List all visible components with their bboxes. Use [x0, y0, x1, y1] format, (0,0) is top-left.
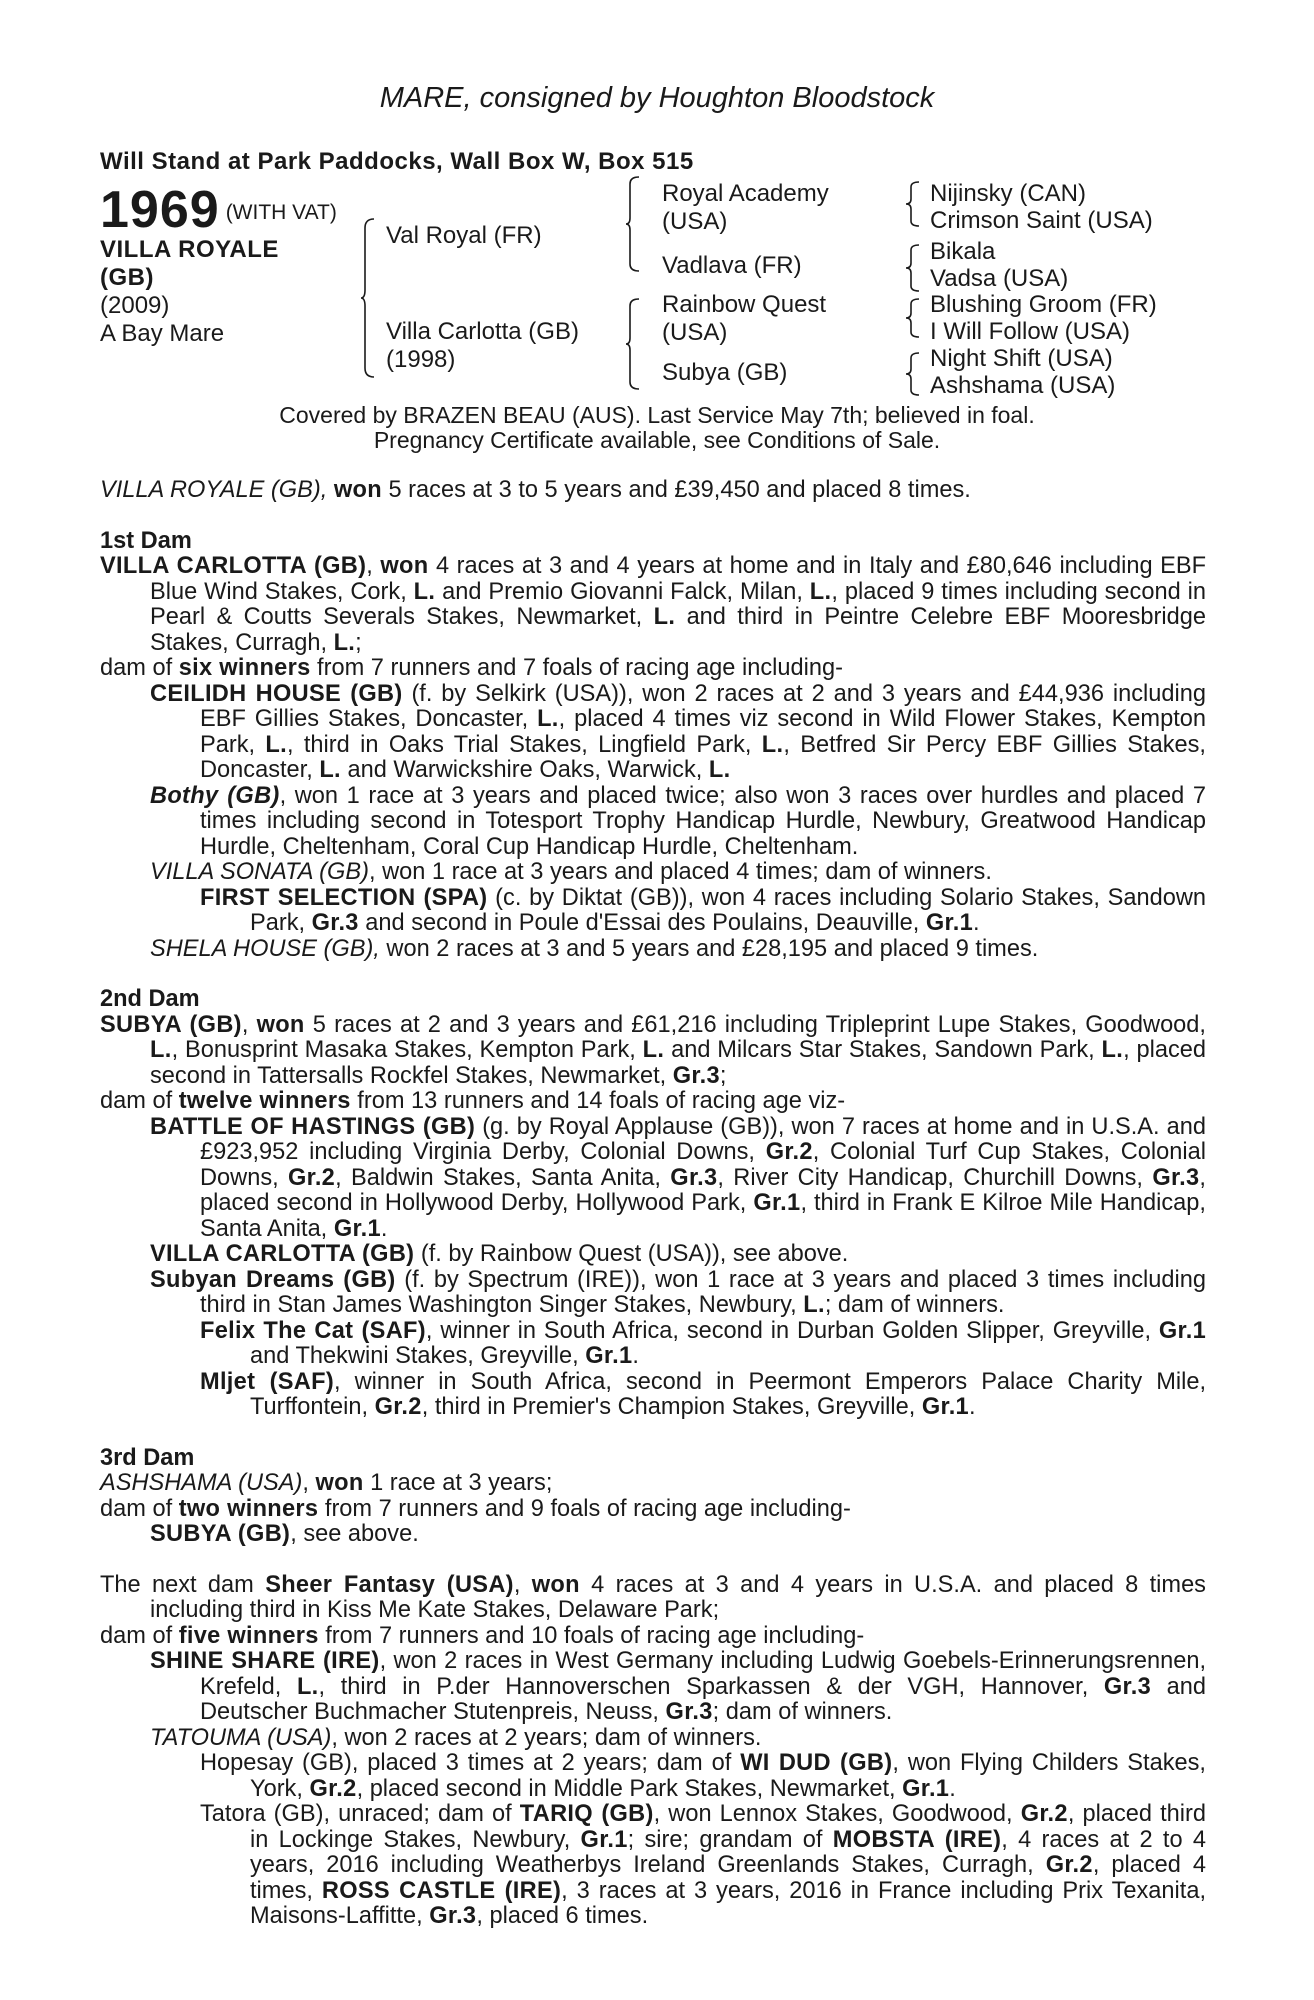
pedigree-sire-sire	[662, 180, 829, 236]
nextdam-grandprogeny-2	[100, 1802, 1206, 1930]
group-mark: Gr.2	[309, 1775, 357, 1802]
pedigree-ds-name: Rainbow Quest	[662, 291, 827, 318]
pedigree-dss: Blushing Groom (FR)	[930, 291, 1157, 318]
dam3-comma: ,	[302, 1470, 316, 1496]
pedigree-ssd: Crimson Saint (USA)	[930, 207, 1153, 234]
progeny-text-d: ; dam of winners.	[712, 1699, 893, 1725]
dam1-text-d: and third in Peintre Celebre EBF Mooresbridge Stakes, Curragh,	[150, 604, 1206, 656]
pedigree-dam-name: Villa Carlotta (GB)	[386, 318, 579, 345]
horse-name: VILLA ROYALE	[100, 236, 279, 263]
dam2-paragraph	[100, 1013, 1206, 1090]
group-mark: Gr.1	[585, 1343, 633, 1369]
nextdam-dam-of	[100, 1624, 1206, 1650]
pedigree-brace-ds	[905, 298, 921, 338]
dam2-dam-of	[100, 1089, 1206, 1115]
progeny-text-e: , 4 races at 2 to 4 years, 2016 including Weatherbys Ireland Greenlands Stakes, Curragh,	[250, 1826, 1206, 1878]
group-mark: Gr.3	[665, 1699, 713, 1725]
pedigree-brace-dd	[905, 352, 921, 396]
pedigree-ds-country: (USA)	[662, 319, 728, 346]
catalogue-body	[100, 478, 1206, 1930]
progeny-text-e: , placed second in Hollywood Derby, Hollywood Park,	[200, 1164, 1206, 1216]
dam1-listed-3: L.	[653, 604, 676, 630]
dam3-won: won	[315, 1470, 364, 1496]
progeny-text-a: , winner in South Africa, second in Peermont Emperors Palace Charity Mile, Turffontein,	[250, 1368, 1207, 1420]
progeny-text-b: , placed 4 times viz second in Wild Flower Stakes, Kempton Park,	[200, 706, 1207, 758]
dam3-progeny-1	[100, 1522, 1206, 1548]
progeny-name: Subyan Dreams (GB)	[150, 1266, 396, 1293]
dam2-text-b: , Bonusprint Masaka Stakes, Kempton Park,	[171, 1037, 643, 1063]
pedigree-ddd: Ashshama (USA)	[930, 372, 1116, 399]
nextdam-text-a: 4 races at 3 and 4 years in U.S.A. and placed 8 times including third in Kiss Me Kate Stakes, Delaware Park;	[150, 1571, 1206, 1623]
progeny-text-a: , won 1 race at 3 years and placed twice; also won 3 races over hurdles and placed 7 times including second in Totesport Trophy Handicap Hurdle, Newbury, Greatwood Handicap Hurdle, Cheltenham, Coral Cup Handicap Hurdle, Cheltenham.	[200, 782, 1206, 860]
listed-mark: L.	[642, 1037, 665, 1063]
dam1-grandprogeny-1	[100, 886, 1206, 937]
intro-won: won	[333, 477, 382, 503]
progeny-name: VILLA SONATA (GB)	[150, 859, 369, 885]
nextdam-paragraph	[100, 1573, 1206, 1624]
progeny-text-d: , Betfred Sir Percy EBF Gillies Stakes, Doncaster,	[200, 731, 1206, 783]
dam2-dam-of-a: dam of	[100, 1088, 179, 1114]
listed-mark: L.	[761, 731, 784, 758]
progeny-text-b: , Colonial Turf Cup Stakes, Colonial Downs,	[200, 1139, 1206, 1191]
dam2-dam-of-c: from 13 runners and 14 foals of racing age viz-	[350, 1088, 846, 1114]
progeny-name: MOBSTA (IRE)	[832, 1826, 1002, 1853]
progeny-text-e: and Warwickshire Oaks, Warwick,	[340, 757, 709, 783]
progeny-text-c: , placed third in Lockinge Stakes, Newbury,	[250, 1801, 1206, 1853]
nextdam-dam-of-a: dam of	[100, 1622, 179, 1649]
group-mark: Gr.2	[374, 1394, 422, 1420]
dam1-listed-4: L.	[333, 629, 356, 656]
group-mark: Gr.1	[753, 1190, 801, 1216]
dam1-text-e: ;	[355, 629, 362, 656]
dam1-text-b: and Premio Giovanni Falck, Milan,	[435, 578, 810, 605]
progeny-name: WI DUD (GB)	[740, 1750, 893, 1776]
group-mark: Gr.3	[429, 1903, 477, 1929]
group-mark: Gr.2	[1020, 1801, 1068, 1827]
nextdam-intro: The next dam	[100, 1571, 266, 1598]
horse-description: A Bay Mare	[100, 320, 225, 347]
horse-details	[100, 236, 279, 348]
progeny-text-b: and second in Poule d'Essai des Poulains, Deauville,	[358, 910, 926, 936]
dam1-won: won	[380, 553, 429, 579]
dam3-winners: two winners	[178, 1495, 319, 1522]
progeny-text-h: , placed 6 times.	[476, 1903, 649, 1929]
dam2-progeny-1	[100, 1115, 1206, 1243]
pedigree-dam	[386, 318, 579, 374]
dam1-text-a: 4 races at 3 and 4 years at home and in Italy and £80,646 including EBF Blue Wind Stakes, Cork,	[150, 553, 1206, 605]
group-mark: Gr.1	[902, 1775, 950, 1802]
progeny-text-c: and Deutscher Buchmacher Stutenpreis, Neuss,	[200, 1673, 1207, 1725]
progeny-text-a: (c. by Diktat (GB)), won 4 races including Solario Stakes, Sandown Park,	[250, 884, 1206, 936]
progeny-text-b: and Thekwini Stakes, Greyville,	[250, 1343, 586, 1369]
progeny-text-a: (f. by Rainbow Quest (USA)), see above.	[414, 1241, 849, 1267]
pedigree-ss-name: Royal Academy	[662, 180, 829, 207]
listed-mark: L.	[1101, 1037, 1124, 1063]
intro-horse-name: VILLA ROYALE (GB),	[100, 477, 328, 503]
dam3-dam-of-c: from 7 runners and 9 foals of racing age including-	[318, 1495, 851, 1522]
group-mark: Gr.1	[333, 1215, 381, 1242]
dam2-text-d: , placed second in Tattersalls Rockfel Stakes, Newmarket,	[150, 1037, 1206, 1089]
intro-record: 5 races at 3 to 5 years and £39,450 and placed 8 times.	[381, 477, 971, 503]
progeny-name: VILLA CARLOTTA (GB)	[150, 1241, 415, 1267]
pedigree-dds: Night Shift (USA)	[930, 345, 1113, 372]
dam1-name: VILLA CARLOTTA (GB)	[100, 553, 367, 579]
progeny-text-c: , third in Oaks Trial Stakes, Lingfield Park,	[286, 731, 762, 758]
dam1-dam-of-c: from 7 runners and 7 foals of racing age including-	[310, 655, 843, 681]
dam3-paragraph	[100, 1471, 1206, 1497]
pedigree-brace-gen1	[360, 218, 376, 378]
group-mark: Gr.1	[580, 1826, 628, 1853]
dam2-text-e: ;	[719, 1062, 727, 1089]
pedigree-dsd: I Will Follow (USA)	[930, 318, 1131, 345]
listed-mark: L.	[296, 1673, 319, 1700]
progeny-name: ROSS CASTLE (IRE)	[321, 1877, 562, 1904]
progeny-text-h: .	[380, 1215, 388, 1242]
progeny-text-b: , won Lennox Stakes, Goodwood,	[653, 1801, 1021, 1827]
progeny-text-g: , 3 races at 3 years, 2016 in France including Prix Texanita, Maisons-Laffitte,	[250, 1877, 1207, 1929]
pedigree-brace-ss	[905, 181, 921, 227]
dam2-progeny-3	[100, 1268, 1206, 1319]
dam1-heading: 1st Dam	[100, 527, 192, 554]
progeny-name: TARIQ (GB)	[519, 1801, 654, 1827]
pedigree-brace-sire	[625, 176, 641, 272]
listed-mark: L.	[265, 731, 287, 758]
progeny-name: Felix The Cat (SAF)	[200, 1317, 426, 1344]
listed-mark: L.	[537, 706, 559, 732]
progeny-text-a: won 2 races at 3 and 5 years and £28,195 and placed 9 times.	[379, 935, 1039, 962]
horse-country: (GB)	[100, 264, 154, 291]
pedigree-sds: Bikala	[930, 238, 996, 265]
progeny-text-b: , third in Premier's Champion Stakes, Greyville,	[421, 1394, 922, 1420]
dam2-heading: 2nd Dam	[100, 986, 200, 1012]
progeny-name: Bothy (GB)	[150, 782, 280, 809]
progeny-name: Mljet (SAF)	[200, 1368, 335, 1395]
pedigree-brace-dam	[625, 298, 641, 390]
progeny-text-a: Tatora (GB), unraced; dam of	[200, 1801, 520, 1827]
group-mark: Gr.3	[672, 1062, 720, 1089]
progeny-text-a: (g. by Royal Applause (GB)), won 7 races at home and in U.S.A. and £923,952 including Virginia Derby, Colonial Downs,	[200, 1113, 1206, 1165]
group-mark: Gr.3	[1103, 1673, 1152, 1700]
nextdam-progeny-2	[100, 1726, 1206, 1752]
nextdam-won: won	[531, 1571, 580, 1598]
dam3-text-a: 1 race at 3 years;	[363, 1470, 553, 1496]
vat-note: (WITH VAT)	[225, 201, 337, 224]
progeny-text-b: , won Flying Childers Stakes, York,	[250, 1750, 1206, 1802]
pedigree-dam-sire	[662, 291, 826, 347]
progeny-text-b: ; dam of winners.	[824, 1292, 1005, 1318]
dam1-listed-1: L.	[413, 578, 436, 605]
group-mark: Gr.3	[311, 910, 359, 936]
progeny-name: CEILIDH HOUSE (GB)	[150, 680, 403, 707]
covered-line: Covered by BRAZEN BEAU (AUS). Last Service May 7th; believed in foal.	[279, 402, 1035, 428]
dam3-heading: 3rd Dam	[100, 1444, 195, 1471]
dam1-dam-of-a: dam of	[100, 655, 179, 681]
dam3-dam-of-a: dam of	[100, 1495, 179, 1522]
progeny-text-d: ; sire; grandam of	[627, 1826, 833, 1853]
progeny-name: SHELA HOUSE (GB),	[150, 935, 380, 962]
dam2-grandprogeny-1	[100, 1319, 1206, 1370]
dam1-winners: six winners	[178, 655, 311, 681]
listed-mark: L.	[319, 757, 341, 783]
listed-mark: L.	[708, 757, 731, 783]
pedigree-brace-sd	[905, 244, 921, 292]
progeny-text-f: , placed 4 times,	[250, 1852, 1206, 1904]
dam2-progeny-2	[100, 1242, 1206, 1268]
page-title: MARE, consigned by Houghton Bloodstock	[379, 82, 935, 114]
lot-number-block	[100, 180, 337, 240]
nextdam-winners: five winners	[178, 1622, 319, 1649]
group-mark: Gr.2	[765, 1139, 813, 1165]
progeny-text-c: , Baldwin Stakes, Santa Anita,	[335, 1164, 671, 1191]
pedigree-sss: Nijinsky (CAN)	[930, 180, 1086, 207]
progeny-text-a: (f. by Spectrum (IRE)), won 1 race at 3 years and placed 3 times including third in Stan James Washington Singer Stakes, Newbury,	[200, 1266, 1206, 1318]
dam1-progeny-2	[100, 784, 1206, 861]
progeny-text-c: .	[968, 1394, 976, 1420]
pedigree-sdd: Vadsa (USA)	[930, 265, 1069, 292]
progeny-name: BATTLE OF HASTINGS (GB)	[150, 1113, 476, 1140]
group-mark: Gr.3	[670, 1164, 718, 1191]
group-mark: Gr.3	[1152, 1164, 1200, 1191]
progeny-text-a: , winner in South Africa, second in Durban Golden Slipper, Greyville,	[425, 1317, 1159, 1344]
progeny-text-a: , won 2 races at 2 years; dam of winners.	[331, 1724, 762, 1751]
dam3-dam-of	[100, 1497, 1206, 1523]
nextdam-name: Sheer Fantasy (USA)	[265, 1571, 514, 1598]
dam3-name: ASHSHAMA (USA)	[100, 1470, 303, 1496]
dam1-paragraph	[100, 554, 1206, 656]
nextdam-progeny-1	[100, 1649, 1206, 1726]
pedigree-dam-dam: Subya (GB)	[662, 359, 788, 386]
progeny-text-b: , third in P.der Hannoverschen Sparkassen & der VGH, Hannover,	[318, 1673, 1104, 1700]
group-mark: Gr.1	[925, 910, 974, 936]
dam2-comma: ,	[241, 1011, 257, 1038]
stand-location: Will Stand at Park Paddocks, Wall Box W, Box 515	[100, 148, 694, 175]
dam1-comma: ,	[366, 553, 381, 579]
intro-paragraph	[100, 478, 1206, 504]
dam1-dam-of	[100, 656, 1206, 682]
progeny-text-f: , third in Frank E Kilroe Mile Handicap, Santa Anita,	[200, 1190, 1206, 1242]
nextdam-comma: ,	[513, 1571, 532, 1598]
progeny-name: FIRST SELECTION (SPA)	[200, 884, 488, 911]
pedigree-sire: Val Royal (FR)	[386, 222, 542, 249]
nextdam-dam-of-c: from 7 runners and 10 foals of racing age including-	[318, 1622, 865, 1649]
group-mark: Gr.1	[921, 1394, 969, 1420]
nextdam-grandprogeny-1	[100, 1751, 1206, 1802]
progeny-text-a: , won 1 race at 3 years and placed 4 times; dam of winners.	[368, 859, 992, 885]
progeny-text-c: .	[632, 1343, 639, 1369]
group-mark: Gr.1	[1158, 1317, 1206, 1344]
group-mark: Gr.2	[1045, 1852, 1093, 1878]
progeny-text-a: , won 2 races in West Germany including Ludwig Goebels-Erinnerungsrennen, Krefeld,	[200, 1648, 1206, 1700]
horse-year: (2009)	[100, 292, 170, 319]
progeny-text-d: , River City Handicap, Churchill Downs,	[717, 1164, 1153, 1191]
group-mark: Gr.2	[288, 1164, 336, 1191]
pedigree-dam-year: (1998)	[386, 346, 456, 373]
progeny-name: SUBYA (GB)	[150, 1521, 291, 1547]
lot-number: 1969	[100, 181, 220, 239]
pedigree-sire-dam: Vadlava (FR)	[662, 252, 802, 279]
progeny-text-c: .	[973, 910, 980, 936]
dam1-progeny-1	[100, 682, 1206, 784]
dam2-winners: twelve winners	[178, 1088, 351, 1114]
progeny-text-a: (f. by Selkirk (USA)), won 2 races at 2 and 3 years and £44,936 including EBF Gillies Stakes, Doncaster,	[200, 680, 1206, 732]
pregnancy-line: Pregnancy Certificate available, see Conditions of Sale.	[373, 427, 941, 453]
progeny-text-d: .	[949, 1775, 956, 1802]
progeny-name: TATOUMA (USA)	[150, 1724, 332, 1751]
pedigree-ss-country: (USA)	[662, 208, 728, 235]
dam1-progeny-3	[100, 860, 1206, 886]
dam2-won: won	[256, 1011, 305, 1038]
listed-mark: L.	[150, 1037, 172, 1063]
dam1-progeny-4	[100, 937, 1206, 963]
progeny-text-a: , see above.	[290, 1521, 419, 1547]
progeny-text-a: Hopesay (GB), placed 3 times at 2 years; dam of	[200, 1750, 741, 1776]
dam2-name: SUBYA (GB)	[100, 1011, 242, 1038]
dam1-text-c: , placed 9 times including second in Pearl & Coutts Severals Stakes, Newmarket,	[150, 578, 1206, 630]
listed-mark: L.	[803, 1292, 825, 1318]
progeny-name: SHINE SHARE (IRE)	[150, 1648, 380, 1674]
progeny-text-c: , placed second in Middle Park Stakes, Newmarket,	[356, 1775, 903, 1802]
dam2-text-c: and Milcars Star Stakes, Sandown Park,	[664, 1037, 1102, 1063]
dam1-listed-2: L.	[809, 578, 832, 605]
dam2-text-a: 5 races at 2 and 3 years and £61,216 including Tripleprint Lupe Stakes, Goodwood,	[304, 1011, 1206, 1038]
dam2-grandprogeny-2	[100, 1370, 1206, 1421]
